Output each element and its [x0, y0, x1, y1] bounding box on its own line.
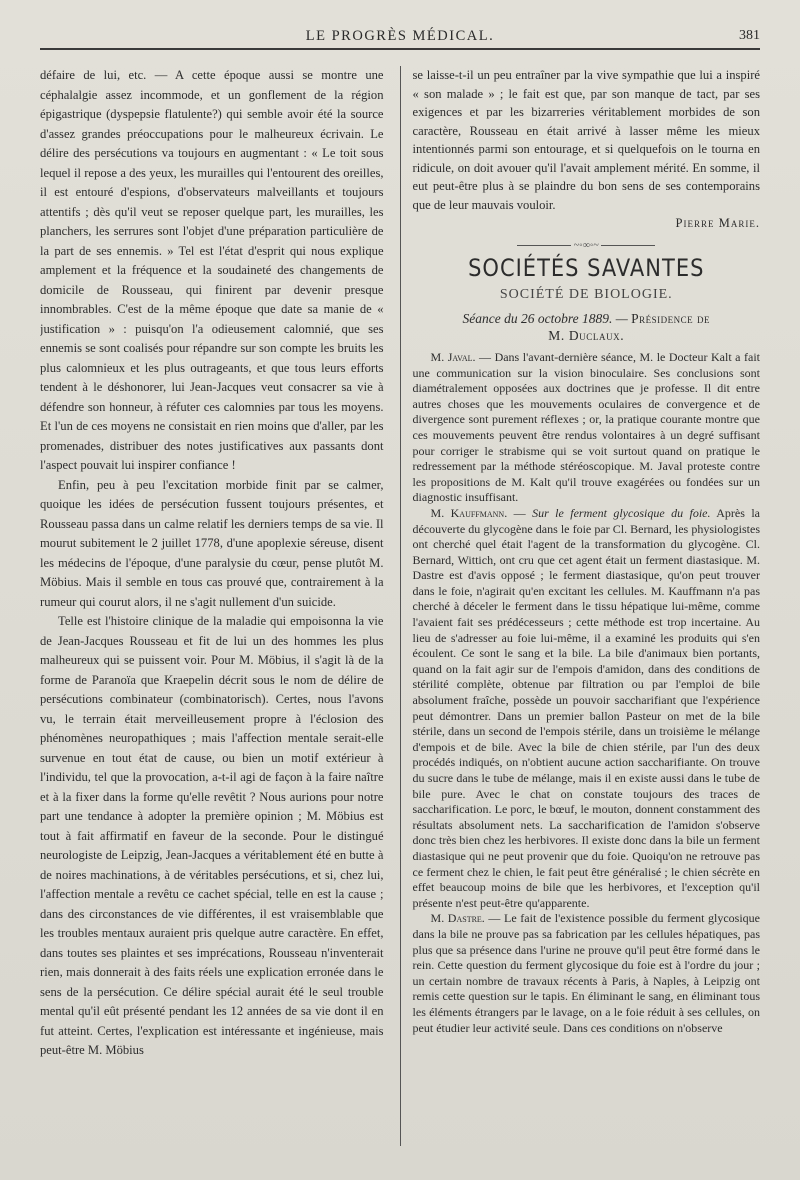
seance-date: Séance du 26 octobre 1889. —: [462, 311, 628, 327]
right-column: [409, 66, 760, 1146]
ornament-glyph: ~◦∞◦~: [573, 239, 599, 251]
left-paragraph-2: Enfin, peu à peu l'excitation morbide finit par se calmer, quoique les idées de persécution fussent toujours présentes, et Rousseau passa dans un calme relatif les derniers temps de sa vie. Il mourut subitement le 2 juillet 1778, d'une apoplexie séreuse, disent les médecins de l'époque, d'une paralysie du cœur, pense plutôt M. Möbius. Mais il semble en tous cas prouvé que, contrairement à la rumeur qui courut alors, il ne s'agit nullement d'un suicide.: [40, 477, 384, 609]
running-header: [40, 20, 760, 50]
left-column: [40, 66, 392, 1146]
speaker-javal: M. Javal.: [430, 349, 476, 364]
entry-kauffmann: M. Kauffmann. — Sur le ferment glycosique du foie. Après la découverte du glycogène dans le foie par Cl. Bernard, les physiologistes ont cherché quel était l'agent de la transformation du glycogène. Cl. Bernard, Wittich, ont cru que cet agent était un ferment diastasique. M. Dastre est d'avis opposé ; le ferment diastasique, qu'on peut trouver dans le foie, n'agirait qu'en excitant les cellules. M. Kauffmann n'a pas cherché à déceler le ferment dans le tissu hépatique lui-même, comme l'avaient fait ses prédécesseurs ; cette méthode est trop incertaine. Au lieu de s'adresser au foie lui-même, il a examiné les produits qui s'en écoulent. Ce sont le sang et la bile. La bile d'animaux bien portants, quand on la fait agir sur de l'empois d'amidon, dans des conditions de stérilité complète, obtenue par filtration ou par l'emploi de bile absolument fraîche, possède un pouvoir saccharifiant que l'expérience peut démontrer. Dans un premier ballon Pasteur on met de la bile stérile, dans un second de l'empois stérile, dans un troisième le mélange d'empois et de bile. Avec la bile de chien stérile, par l'un des deux procédés indiqués, on n'obtient aucune action saccharifiante. On trouve du sucre dans le tube de mélange, mais il en existe aussi dans le tube de bile pure. Avec le chat on constate toujours des traces de saccharification. Le porc, le bœuf, le mouton, donnent constamment des résultats absolument nets. La saccharification de l'amidon s'observe donc très bien chez les herbivores. Il existe donc dans la bile un ferment diastasique qui ne peut provenir que du foie. Quoiqu'on ne retrouve pas ce ferment chez le chien, le fait peut être généralisé ; le chien sécrète en effet beaucoup moins de bile que les herbivores, et l'exception qu'il présente n'est peut-être qu'apparente.: [412, 505, 760, 910]
author-signature: Pierre Marie.: [675, 216, 760, 230]
page-number: 381: [739, 28, 760, 43]
two-column-body: [40, 66, 760, 1146]
left-paragraph-1: défaire de lui, etc. — A cette époque aussi se montre une céphalalgie assez incommode, et un gonflement de la région épigastrique (dyspepsie flatulente?) qui semble avoir été la source d'assez grandes préoccupations pour le malheureux écrivain. Le délire des persécutions va toujours en augmentant : « Le toit sous lequel il repose a des yeux, les murailles qui l'entourent des oreilles, il est entouré d'espions, d'observateurs malveillants et toujours attentifs ; dès qu'il veut se reposer quelque part, les murailles, les planchers, les serrures sont l'objet d'une préparation particulière de la part de ses ennemis. » Tel est l'état d'esprit qui nous explique amplement et la fréquence et la soudaineté des changements de domicile de Rousseau, qui finirent par devenir presque innombrables. C'est de la même époque que date sa manie de « justification » : puisqu'on l'a odieusement calomnié, que ses ennemis se sont coalisés pour répandre sur son compte les bruits les plus calomnieux et les plus outrageants, et que tous leurs efforts tendent à le déshonorer, lui Jean-Jacques veut consacrer sa vie à défendre son honneur, à réfuter ces calomnies par tous les moyens. Et l'un de ces moyens ne consistait en rien moins que d'aller, par les promenades, distribuer des notes justificatives aux passants dont l'aspect pouvait lui inspirer confiance !: [40, 68, 384, 472]
entry-javal: [413, 350, 760, 506]
presidence-label: Présidence de: [631, 311, 710, 327]
entry-javal-text: — Dans l'avant-dernière séance, M. le Docteur Kalt a fait une communication sur la vision binoculaire. Ses conclusions sont diamétralement opposées aux doctrines que je professe. Il dit entre autres choses que les mouvements oculaires de convergence et de divergence sont purement réflexes ; or, la pratique courante montre que ces mouvements peuvent être rendus volontaires à un degré suffisant pour corriger le strabisme qui se voit surtout quand on pratique le redressement par la méthode stéréoscopique. M. Javal proteste contre les propositions de M. Kalt qu'il trouve exagérées ou fondées sur un diagnostic insuffisant.: [412, 349, 760, 505]
seance-line: [413, 310, 760, 328]
entry-kauffmann-text: Après la découverte du glycogène dans le foie par Cl. Bernard, les physiologistes ont cherché quel était l'agent de la transformation du glycogène. Cl. Bernard, Wittich, ont cru que cet agent était un ferment diastasique. M. Dastre est d'avis opposé ; le ferment diastasique, qu'on peut trouver dans le foie, n'agirait qu'en excitant les cellules. M. Kauffmann n'a pas cherché à déceler le ferment dans le tissu hépatique lui-même, comme l'avaient fait ses prédécesseurs ; cette méthode est trop incertaine. Au lieu de s'adresser au foie lui-même, il a examiné les produits qui s'en écoulent. Ce sont le sang et la bile. La bile d'animaux bien portants, quand on la fait agir sur de l'empois d'amidon, dans des conditions de stérilité complète, obtenue par filtration ou par l'emploi de bile absolument fraîche, possède un pouvoir saccharifiant que l'expérience peut démontrer. Dans un premier ballon Pasteur on met de la bile stérile, dans un second de l'empois stérile, dans un troisième le mélange d'empois et de bile. Avec la bile de chien stérile, par l'un des deux procédés indiqués, on n'obtient aucune action saccharifiante. On trouve du sucre dans le tube de mélange, mais il en existe aussi dans le tube de bile pure. Avec le chat on constate toujours des traces de saccharification. Le porc, le bœuf, le mouton, donnent constamment des résultats absolument nets. La saccharification de l'amidon s'observe donc très bien chez les herbivores. Il existe donc dans la bile un ferment diastasique qui ne peut provenir que du foie. Quoiqu'on ne retrouve pas ce ferment chez le chien, le fait peut être généralisé ; le chien sécrète en effet beaucoup moins de bile que les herbivores, et l'exception qu'il présente n'est peut-être qu'apparente.: [412, 505, 760, 910]
right-intro-paragraph: se laisse-t-il un peu entraîner par la vive sympathie que lui a inspiré « son malade » ; le fait est que, par son manque de tact, par ses exigences et par les bizarreries véritablement morbides de son caractère, Rousseau en était arrivé à lasser même les mieux intentionnés parmi son entourage, et si quelquefois on le tourna en ridicule, on doit avouer qu'il l'avait amplement mérité. En somme, il eut peut-être plus à se plaindre du bon sens de ses contemporains que de leur mauvais vouloir.: [412, 68, 760, 212]
left-paragraph-3: Telle est l'histoire clinique de la maladie qui empoisonna la vie de Jean-Jacques Rousseau et fit de lui un des hommes les plus malheureux qui se puissent voir. Pour M. Möbius, il s'agit là de la forme de Paranoïa que Kraepelin décrit sous le nom de délire de persécutions combinateur (combinatorisch). Certes, nous l'avons vu, le terrain était merveilleusement propre à l'éclosion des phénomènes neuropathiques ; mais l'affection mentale serait-elle survenue en tout état de cause, ou bien un motif extérieur à l'individu, tel que la provocation, a-t-il agi de façon à la faire naître et à la fixer dans la forme qu'elle revêtit ? Nous aurions pour notre part une tendance à adopter la première opinion ; M. Möbius est tout à fait affirmatif en faveur de la seconde. Pour le distingué neurologiste de Leipzig, Jean-Jacques a véritablement été en butte à de noires machinations, à de véritables persécutions, et si, chez lui, l'affection mentale a revêtu ce cachet spécial, telle en est la cause ; dans des circonstances de vie différentes, il est vraisemblable que les troubles mentaux auraient pris quelque autre caractère. En effet, dans toutes ses plaintes et ses imprécations, Rousseau n'inventerait rien, mais donnerait à des faits réels une explication erronée dans le sens de la persécution. Ce délire spécial aurait été le seul trouble mental qu'il eût présenté pendant les 12 années de sa vie dont il en fut atteint. Certes, l'explication est intéressante et ingénieuse, mais peut-être M. Möbius: [40, 614, 384, 1057]
speaker-dastre: M. Dastre.: [430, 911, 485, 926]
speaker-kauffmann: M. Kauffmann.: [430, 505, 508, 520]
entry-dastre-text: — Le fait de l'existence possible du ferment glycosique dans la bile ne prouve pas sa fabrication par les cellules hépatiques, pas plus que sa présence dans l'urine ne prouve qu'il peut être formé dans le rein. Cette question du ferment glycosique du foie est à l'ordre du jour ; un certain nombre de travaux récents à Paris, à Naples, à Leipzig ont remis cette question sur le tapis. En éliminant le sang, en éliminant tous les éléments étrangers par le lavage, on a le foie réduit à ses cellules, on peut étudier leur activité seule. Dans ces conditions on n'observe: [412, 911, 760, 1035]
entry-dastre: [413, 911, 760, 1036]
president-name: M. Duclaux.: [548, 328, 625, 344]
section-ornament: [413, 238, 760, 254]
society-title: SOCIÉTÉ DE BIOLOGIE.: [499, 286, 673, 302]
journal-title: LE PROGRÈS MÉDICAL.: [305, 28, 495, 44]
column-divider: [400, 66, 401, 1146]
entry-kauffmann-title: Sur le ferment glycosique du foie.: [532, 505, 711, 520]
section-title: SOCIÉTÉS SAVANTES: [468, 254, 705, 282]
